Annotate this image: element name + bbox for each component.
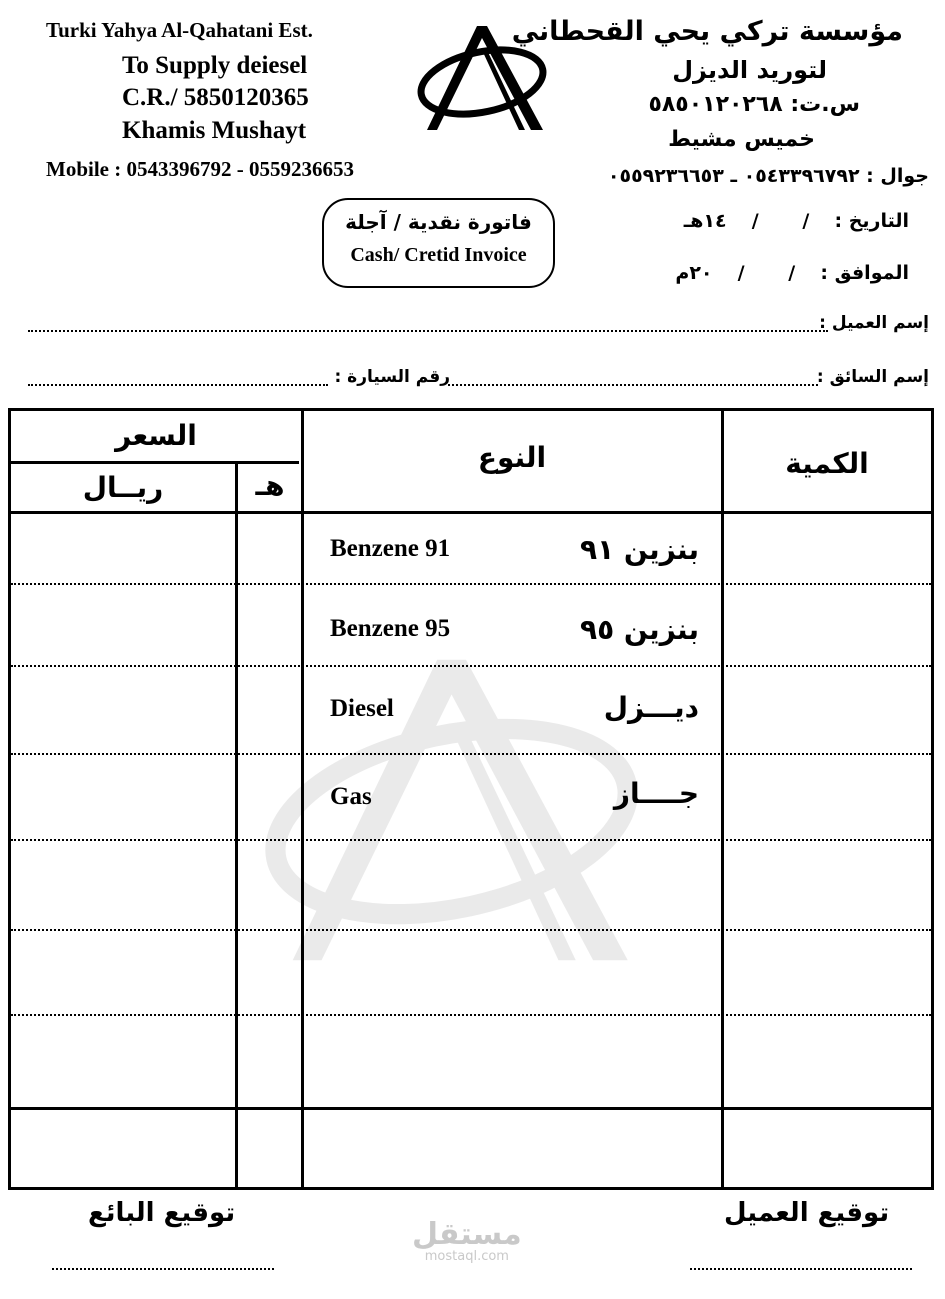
row-divider: [11, 929, 931, 931]
car-number-line[interactable]: [28, 384, 328, 386]
row-divider: [11, 1014, 931, 1016]
customer-name-label: إسم العميل :: [819, 313, 929, 333]
invoice-title-ar: فاتورة نقدية / آجلة: [345, 210, 532, 234]
date-separator: /: [751, 210, 759, 232]
customer-signature-line[interactable]: [690, 1268, 912, 1270]
row-divider: [11, 839, 931, 841]
customer-signature-label: توقيع العميل: [724, 1198, 890, 1228]
driver-name-line[interactable]: [448, 384, 818, 386]
col-divider-halala: [235, 463, 238, 1187]
seller-signature-label: توقيع البائع: [88, 1198, 236, 1228]
invoice-title-en: Cash/ Cretid Invoice: [350, 244, 527, 266]
item-name-en: Benzene 95: [330, 615, 451, 642]
brand-url: mostaql.com: [424, 1249, 509, 1264]
item-name-ar: بنزين ٩٥: [579, 613, 699, 646]
halala-header: هـ: [255, 469, 285, 502]
item-name-en: Benzene 91: [330, 535, 451, 562]
price-header: السعر: [115, 419, 197, 452]
commercial-register-en: C.R./ 5850120365: [122, 84, 309, 111]
company-activity-en: To Supply deiesel: [122, 52, 308, 79]
riyal-header: ريــال: [82, 471, 164, 504]
row-divider: [11, 583, 931, 585]
city-en: Khamis Mushayt: [122, 117, 307, 144]
invoice-title-box: [322, 198, 555, 288]
seller-signature-line[interactable]: [52, 1268, 274, 1270]
commercial-register-ar: س.ت: ٥٨٥٠١٢٠٢٦٨: [648, 92, 860, 117]
hijri-date-label: التاريخ :: [834, 210, 909, 232]
col-divider-type: [301, 411, 304, 1187]
quantity-header: الكمية: [785, 447, 869, 480]
date-separator: /: [802, 210, 810, 232]
gregorian-year-suffix: ٢٠م: [675, 262, 713, 284]
company-name-ar: مؤسسة تركي يحي القحطاني: [511, 16, 903, 47]
item-name-ar: ديـــزل: [603, 691, 699, 724]
item-name-en: Gas: [330, 783, 372, 810]
total-row-line: [11, 1107, 931, 1110]
col-divider-quantity: [721, 411, 724, 1187]
date-separator: /: [788, 262, 796, 284]
company-name-en: Turki Yahya Al-Qahatani Est.: [46, 18, 313, 42]
row-divider: [11, 753, 931, 755]
header-bottom-line: [11, 511, 931, 514]
gregorian-date-label: الموافق :: [820, 262, 909, 284]
mobile-ar: جوال : ٠٥٤٣٣٩٦٧٩٢ ـ ٠٥٥٩٢٣٦٦٥٣: [607, 165, 929, 187]
mobile-en: Mobile : 0543396792 - 0559236653: [46, 157, 354, 181]
company-activity-ar: لتوريد الديزل: [672, 56, 827, 84]
item-name-en: Diesel: [330, 695, 394, 722]
item-name-ar: جــــاز: [613, 777, 699, 810]
gregorian-date-field[interactable]: [675, 262, 909, 284]
type-header: النوع: [477, 441, 547, 474]
row-divider: [11, 665, 931, 667]
driver-name-label: إسم السائق :: [816, 367, 929, 387]
city-ar: خميس مشيط: [668, 127, 815, 152]
hijri-year-suffix: ١٤هـ: [683, 210, 727, 232]
brand-name-ar: مستقل: [412, 1217, 522, 1252]
hijri-date-field[interactable]: [684, 210, 909, 232]
brand-watermark: [412, 1217, 522, 1264]
car-number-label: رقم السيارة :: [334, 367, 450, 387]
price-subheader-line: [11, 461, 299, 464]
invoice-table: [8, 408, 934, 1190]
item-name-ar: بنزين ٩١: [579, 533, 699, 566]
date-separator: /: [737, 262, 745, 284]
customer-name-line[interactable]: [28, 330, 828, 332]
